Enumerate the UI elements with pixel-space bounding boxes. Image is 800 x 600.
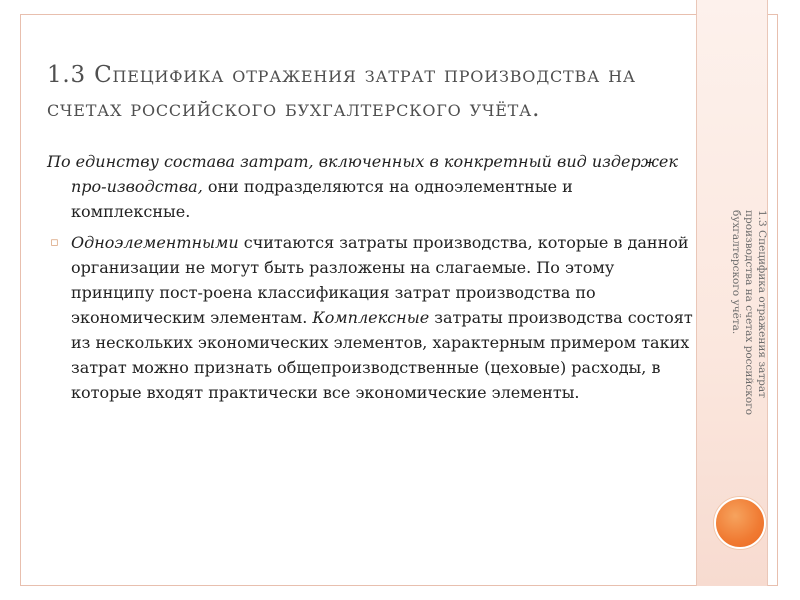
bullet-marker-icon: ▫ bbox=[50, 235, 59, 250]
intro-normal-text: они подразделяются на одноэлементные и комплексные. bbox=[71, 177, 573, 221]
slide-title: 1.3 Специфика отражения затрат производства на счетах российского бухгалтерского учёта. bbox=[47, 62, 636, 122]
complex-term: Комплексные bbox=[312, 308, 430, 327]
orange-circle-decoration bbox=[714, 497, 766, 549]
slide-body bbox=[47, 149, 697, 405]
side-caption: 1.3 Специфика отражения затрат производства на счетах российского бухгалтерского учёта. bbox=[730, 210, 768, 416]
complex-text: затраты производства состоят из нескольких экономических элементов, характерным примером таких затрат можно признать общепроизводственные (цеховые) расходы, в которые входят практически все экономические элементы. bbox=[71, 308, 693, 402]
bullet-paragraph bbox=[47, 230, 697, 405]
intro-paragraph bbox=[47, 149, 697, 224]
intro-italic-text: По единству состава затрат, включенных в конкретный вид издержек про-изводства, bbox=[47, 152, 678, 196]
single-element-term: Одноэлементными bbox=[71, 233, 239, 252]
single-element-text: считаются затраты производства, которые в данной организации не могут быть разложены на слагаемые. По этому принципу пост-роена классификация затрат производства по экономическим элементам. bbox=[71, 233, 689, 327]
